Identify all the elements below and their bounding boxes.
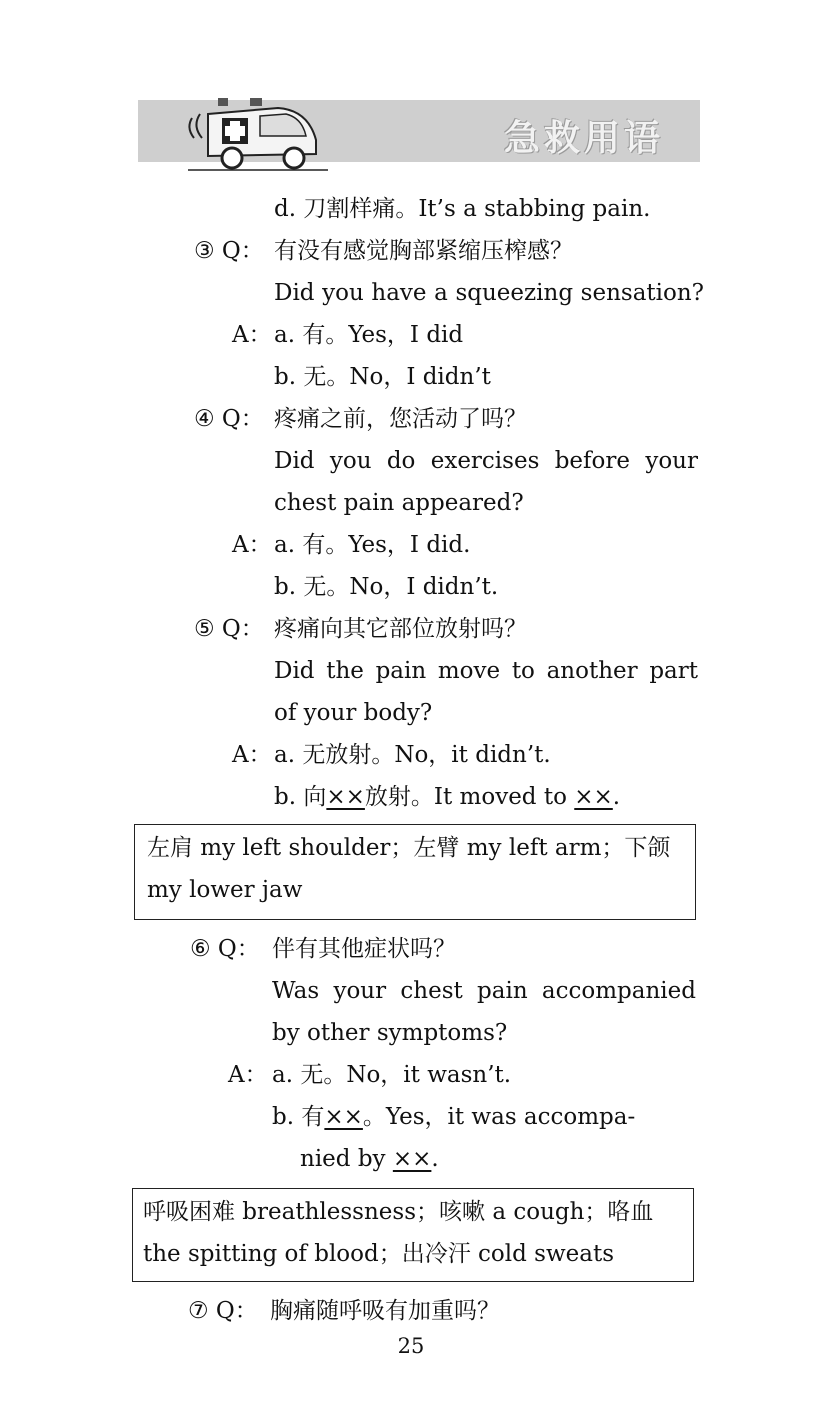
a6-option-b-cont bbox=[300, 1144, 439, 1174]
vocab-box-2-line2: the spitting of blood；出冷汗 cold sweats bbox=[143, 1241, 615, 1267]
q4-english-line2: chest pain appeared? bbox=[274, 490, 524, 516]
ambulance-icon bbox=[178, 84, 328, 174]
q7-marker: ⑦ Q： bbox=[188, 1298, 258, 1324]
a5-b-prefix: b. 向 bbox=[274, 784, 327, 810]
q6-english-line2: by other symptoms? bbox=[272, 1020, 508, 1046]
vocab-box-1-line2: my lower jaw bbox=[147, 877, 303, 903]
a6-b2-prefix: nied by bbox=[300, 1146, 393, 1172]
a4-option-b: b. 无。No，I didn’t. bbox=[274, 574, 499, 600]
a5-marker: A： bbox=[232, 742, 272, 768]
a6-b-placeholder-1: ×× bbox=[324, 1104, 363, 1130]
answer-d-line: d. 刀割样痛。It’s a stabbing pain. bbox=[274, 196, 651, 222]
page-number: 25 bbox=[397, 1334, 425, 1358]
q5-chinese: 疼痛向其它部位放射吗？ bbox=[274, 616, 527, 642]
a4-option-a: a. 有。Yes，I did. bbox=[274, 532, 471, 558]
a5-b-end: . bbox=[612, 784, 621, 810]
header-title: 急救用语 bbox=[503, 118, 664, 159]
a6-b2-placeholder: ×× bbox=[392, 1146, 432, 1172]
a5-b-middle: 放射。It moved to bbox=[364, 784, 575, 810]
a5-option-a: a. 无放射。No，it didn’t. bbox=[274, 742, 551, 768]
q5-english-line1: Did the pain move to another part bbox=[274, 658, 698, 684]
q3-marker: ③ Q： bbox=[194, 238, 264, 264]
q6-chinese: 伴有其他症状吗？ bbox=[272, 936, 456, 962]
q3-chinese: 有没有感觉胸部紧缩压榨感？ bbox=[274, 238, 573, 264]
a5-option-b bbox=[274, 782, 620, 812]
a6-option-a: a. 无。No，it wasn’t. bbox=[272, 1062, 512, 1088]
vocab-box-2 bbox=[132, 1188, 694, 1282]
a6-b-prefix: b. 有 bbox=[272, 1104, 325, 1130]
a3-option-b: b. 无。No，I didn’t bbox=[274, 364, 491, 390]
a4-marker: A： bbox=[232, 532, 272, 558]
a5-b-placeholder-1: ×× bbox=[326, 784, 365, 810]
vocab-box-2-line1: 呼吸困难 breathlessness；咳嗽 a cough；咯血 bbox=[143, 1199, 654, 1225]
vocab-box-1-line1: 左肩 my left shoulder；左臂 my left arm；下颌 bbox=[147, 835, 671, 861]
q4-marker: ④ Q： bbox=[194, 406, 264, 432]
q6-marker: ⑥ Q： bbox=[190, 936, 260, 962]
q6-english-line1: Was your chest pain accompanied bbox=[272, 978, 696, 1004]
a6-b2-end: . bbox=[431, 1146, 439, 1172]
q3-english: Did you have a squeezing sensation? bbox=[274, 280, 704, 306]
q4-chinese: 疼痛之前，您活动了吗？ bbox=[274, 406, 527, 432]
vocab-box-1 bbox=[134, 824, 696, 920]
a6-option-b bbox=[272, 1102, 635, 1132]
a6-marker: A： bbox=[228, 1062, 268, 1088]
q5-marker: ⑤ Q： bbox=[194, 616, 264, 642]
q7-chinese: 胸痛随呼吸有加重吗？ bbox=[270, 1298, 500, 1324]
a3-marker: A： bbox=[232, 322, 272, 348]
a5-b-placeholder-2: ×× bbox=[574, 784, 613, 810]
q5-english-line2: of your body? bbox=[274, 700, 433, 726]
a3-option-a: a. 有。Yes，I did bbox=[274, 322, 464, 348]
q4-english-line1: Did you do exercises before your bbox=[274, 448, 698, 474]
a6-b-middle: 。Yes，it was accompa- bbox=[362, 1104, 636, 1130]
